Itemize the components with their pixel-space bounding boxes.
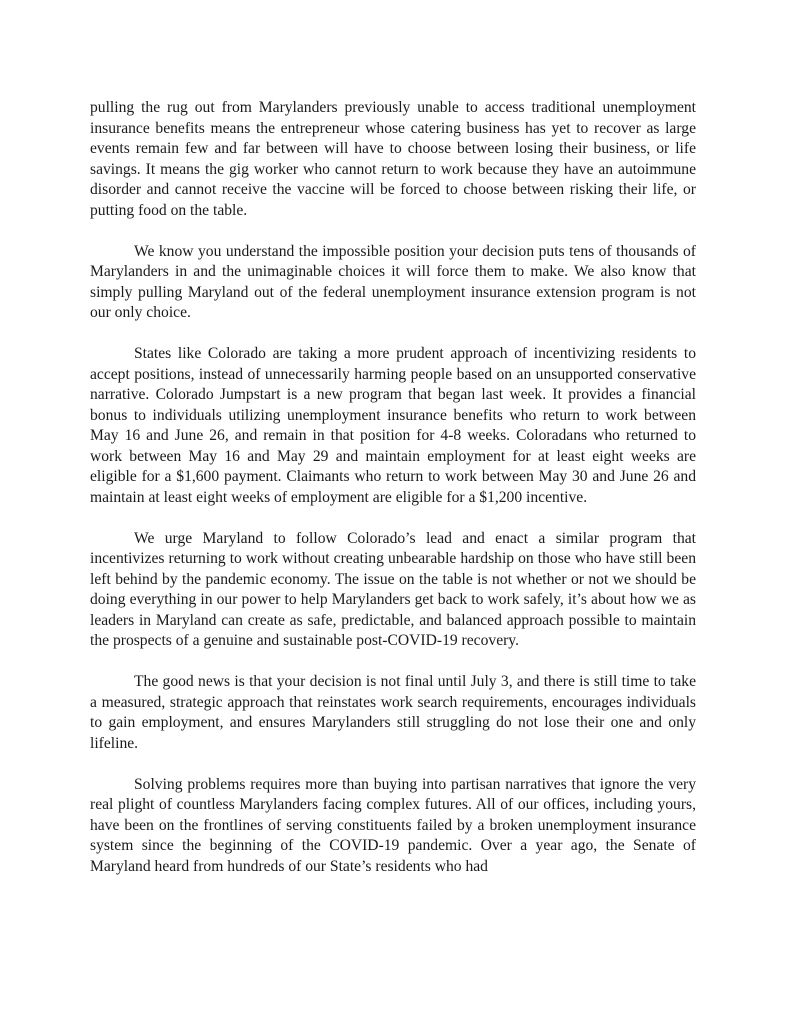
letter-page [90,98,696,898]
paragraph-colorado-jumpstart: States like Colorado are taking a more prudent approach of incentivizing residents to accept positions, instead of unnecessarily harming people based on an unsupported conservative narrative. Colorado Jumpstart is a new program that began last week. It provides a financial bonus to individuals utilizing unemployment insurance benefits who return to work between May 16 and June 26, and remain in that position for 4-8 weeks. Coloradans who returned to work between May 16 and May 29 and maintain employment for at least eight weeks are eligible for a $1,600 payment. Claimants who return to work between May 30 and June 26 and maintain at least eight weeks of employment are eligible for a $1,200 incentive. [90,345,696,506]
paragraph-continued: pulling the rug out from Marylanders previously unable to access traditional unemployment insurance benefits means the entrepreneur whose catering business has yet to recover as large events remain few and far between will have to choose between losing their business, or life savings. It means the gig worker who cannot return to work because they have an autoimmune disorder and cannot receive the vaccine will be forced to choose between risking their life, or putting food on the table. [90,99,696,219]
paragraph-solving-problems: Solving problems requires more than buying into partisan narratives that ignore the very real plight of countless Marylanders facing complex futures. All of our offices, including yours, have been on the frontlines of serving constituents failed by a broken unemployment insurance system since the beginning of the COVID-19 pandemic. Over a year ago, the Senate of Maryland heard from hundreds of our State’s residents who had [90,775,696,875]
paragraph-urge-maryland: We urge Maryland to follow Colorado’s lead and enact a similar program that incentivizes returning to work without creating unbearable hardship on those who have still been left behind by the pandemic economy. The issue on the table is not whether or not we should be doing everything in our power to help Marylanders get back to work safely, it’s about how we as leaders in Maryland can create as safe, predictable, and balanced approach possible to maintain the prospects of a genuine and sustainable post-COVID-19 recovery. [90,529,696,649]
paragraph-impossible-position: We know you understand the impossible position your decision puts tens of thousands of Marylanders in and the unimaginable choices it will force them to make. We also know that simply pulling Maryland out of the federal unemployment insurance extension program is not our only choice. [90,242,696,321]
paragraph-good-news: The good news is that your decision is not final until July 3, and there is still time to take a measured, strategic approach that reinstates work search requirements, encourages individuals to gain employment, and ensures Marylanders still struggling do not lose their one and only lifeline. [90,673,696,752]
